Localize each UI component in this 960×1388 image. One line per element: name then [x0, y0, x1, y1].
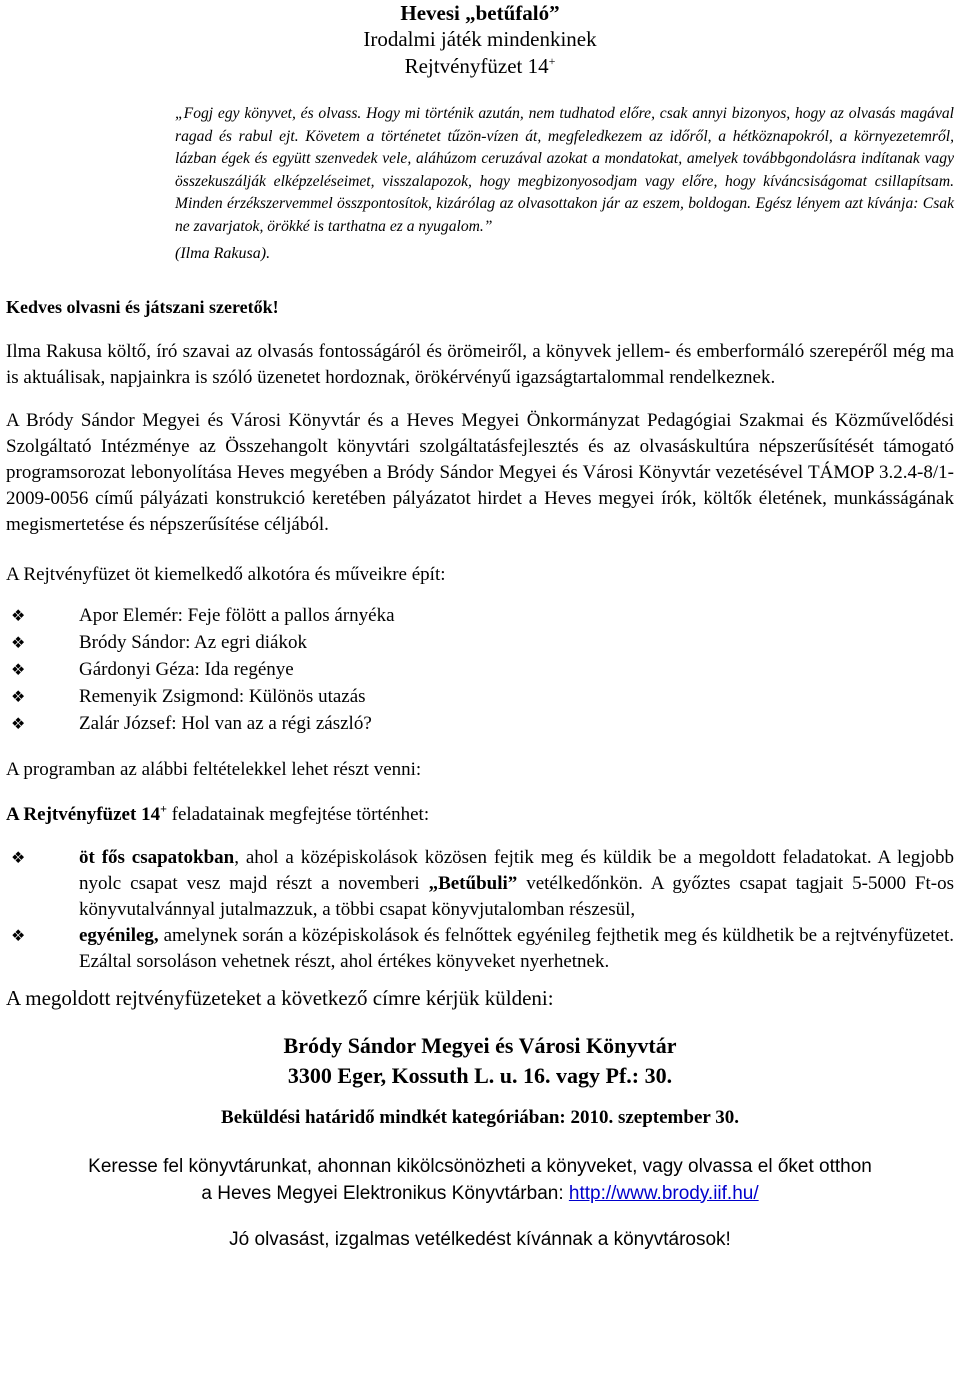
document-page: [6, 0, 954, 1253]
header: [6, 0, 954, 80]
list-item: ❖ Apor Elemér: Feje fölött a pallos árnyéka: [6, 602, 954, 629]
footer-line-2: a Heves Megyei Elektronikus Könyvtárban: http://www.brody.iif.hu/: [201, 1182, 759, 1204]
address-line-2: 3300 Eger, Kossuth L. u. 16. vagy Pf.: 30.: [287, 1062, 673, 1088]
diamond-bullet-icon: ❖: [11, 847, 26, 867]
deadline: Beküldési határidő mindkét kategóriában: 2010. szeptember 30.: [221, 1106, 739, 1128]
list-item: ❖ Bródy Sándor: Az egri diákok: [6, 629, 954, 656]
diamond-bullet-icon: ❖: [11, 686, 26, 706]
list-item: ❖ Zalár József: Hol van az a régi zászló?: [6, 710, 954, 737]
list-item: ❖ egyénileg, amelynek során a középiskolások és felnőttek egyénileg fejthetik meg és küldhetik be a rejtvényfüzetet. Ezáltal sorsoláson vehetnek részt, ahol értékes könyveket nyerhetnek.: [11, 924, 954, 972]
diamond-bullet-icon: ❖: [11, 925, 26, 945]
diamond-bullet-icon: ❖: [11, 659, 26, 679]
address-line-1: Bródy Sándor Megyei és Városi Könyvtár: [283, 1032, 677, 1058]
list-item: ❖ Remenyik Zsigmond: Különös utazás: [6, 683, 954, 710]
footer-line-1: Keresse fel könyvtárunkat, ahonnan kikölcsönözheti a könyveket, vagy olvassa el őket otthon: [88, 1155, 872, 1177]
list-item: ❖ öt fős csapatokban, ahol a középiskolások közösen fejtik meg és küldik be a megoldott feladatokat. A legjobb nyolc csapat vesz majd részt a novemberi „Betűbuli” vetélkedőnkön. A győztes csapat tagjait 5-5000 Ft-os könyvutalvánnyal jutalmazzuk, a többi csapat könyvjutalomban részesül,: [11, 846, 954, 920]
diamond-bullet-icon: ❖: [11, 605, 26, 625]
authors-intro: A Rejtvényfüzet öt kiemelkedő alkotóra és műveikre épít:: [6, 563, 446, 585]
tasks-list: [6, 845, 954, 975]
quote-text: „Fogj egy könyvet, és olvass. Hogy mi történik azután, nem tudhatod előre, csak annyi bizonyos, hogy az olvasás magával ragad és rabul ejt. Követem a történetet tűzön-vízen át, megfeledkezem az időről, a hétköznapokról, a környezetemről, lázban égek és együtt szenvedek vele, aláhúzom ceruzával azokat a mondatokat, amelyek továbbgondolásra indítanak vagy összekuszálják elképzeléseimet, visszalapozok, hogy megbizonyosodjam vagy előre, hogy kíváncsiságomat csillapítsam. Minden érzékszervemmel összpontosítok, kizárólag az olvasottakon jár az eszem, boldogan. Egész lényem azt kívánja: Csak ne zavarjatok, örökké is tarthatna ez a nyugalom.”: [175, 105, 954, 235]
booklet-title-sup: +: [548, 54, 556, 68]
tasks-heading: A Rejtvényfüzet 14+ feladatainak megfejtése történhet:: [6, 801, 430, 825]
quote-author: (Ilma Rakusa).: [175, 244, 271, 262]
list-item: ❖ Gárdonyi Géza: Ida regénye: [6, 656, 954, 683]
mailing-address: [6, 1031, 954, 1091]
library-link[interactable]: http://www.brody.iif.hu/: [568, 1182, 759, 1204]
diamond-bullet-icon: ❖: [11, 713, 26, 733]
send-instructions: A megoldott rejtvényfüzeteket a következő címre kérjük küldeni:: [6, 985, 554, 1010]
farewell: Jó olvasást, izgalmas vetélkedést kívánnak a könyvtárosok!: [229, 1228, 731, 1250]
conditions-text: A programban az alábbi feltételekkel lehet részt venni:: [6, 758, 422, 780]
booklet-title-text: Rejtvényfüzet 14: [404, 54, 549, 78]
booklet-title: [6, 53, 954, 80]
page-subtitle: Irodalmi játék mindenkinek: [363, 27, 597, 51]
greeting: Kedves olvasni és játszani szeretők!: [6, 296, 279, 317]
quote-block: [175, 103, 954, 265]
page-title: Hevesi „betűfaló”: [400, 1, 560, 25]
authors-list: [6, 602, 954, 737]
paragraph-program: A Bródy Sándor Megyei és Városi Könyvtár és a Heves Megyei Önkormányzat Pedagógiai Szakmai és Közművelődési Szolgáltató Intézménye az Összehangolt könyvtári szolgáltatásfejlesztés és az olvasáskultúra népszerűsítését támogató programsorozat lebonyolítása Heves megyében a Bródy Sándor Megyei és Városi Könyvtár vezetésével TÁMOP 3.2.4-8/1-2009-0056 című pályázati konstrukció keretében pályázatot hirdet a Heves megyei írók, költők életének, munkásságának megismertetése és népszerűsítése céljából.: [6, 409, 954, 535]
diamond-bullet-icon: ❖: [11, 632, 26, 652]
paragraph-rakusa: Ilma Rakusa költő, író szavai az olvasás fontosságáról és örömeiről, a könyvek jellem- és emberformáló szerepéről még ma is aktuálisak, napjainkra is szóló üzenetet hordoznak, örökérvényű igazságtartalommal rendelkeznek.: [6, 340, 954, 388]
footer-note: [6, 1153, 954, 1207]
